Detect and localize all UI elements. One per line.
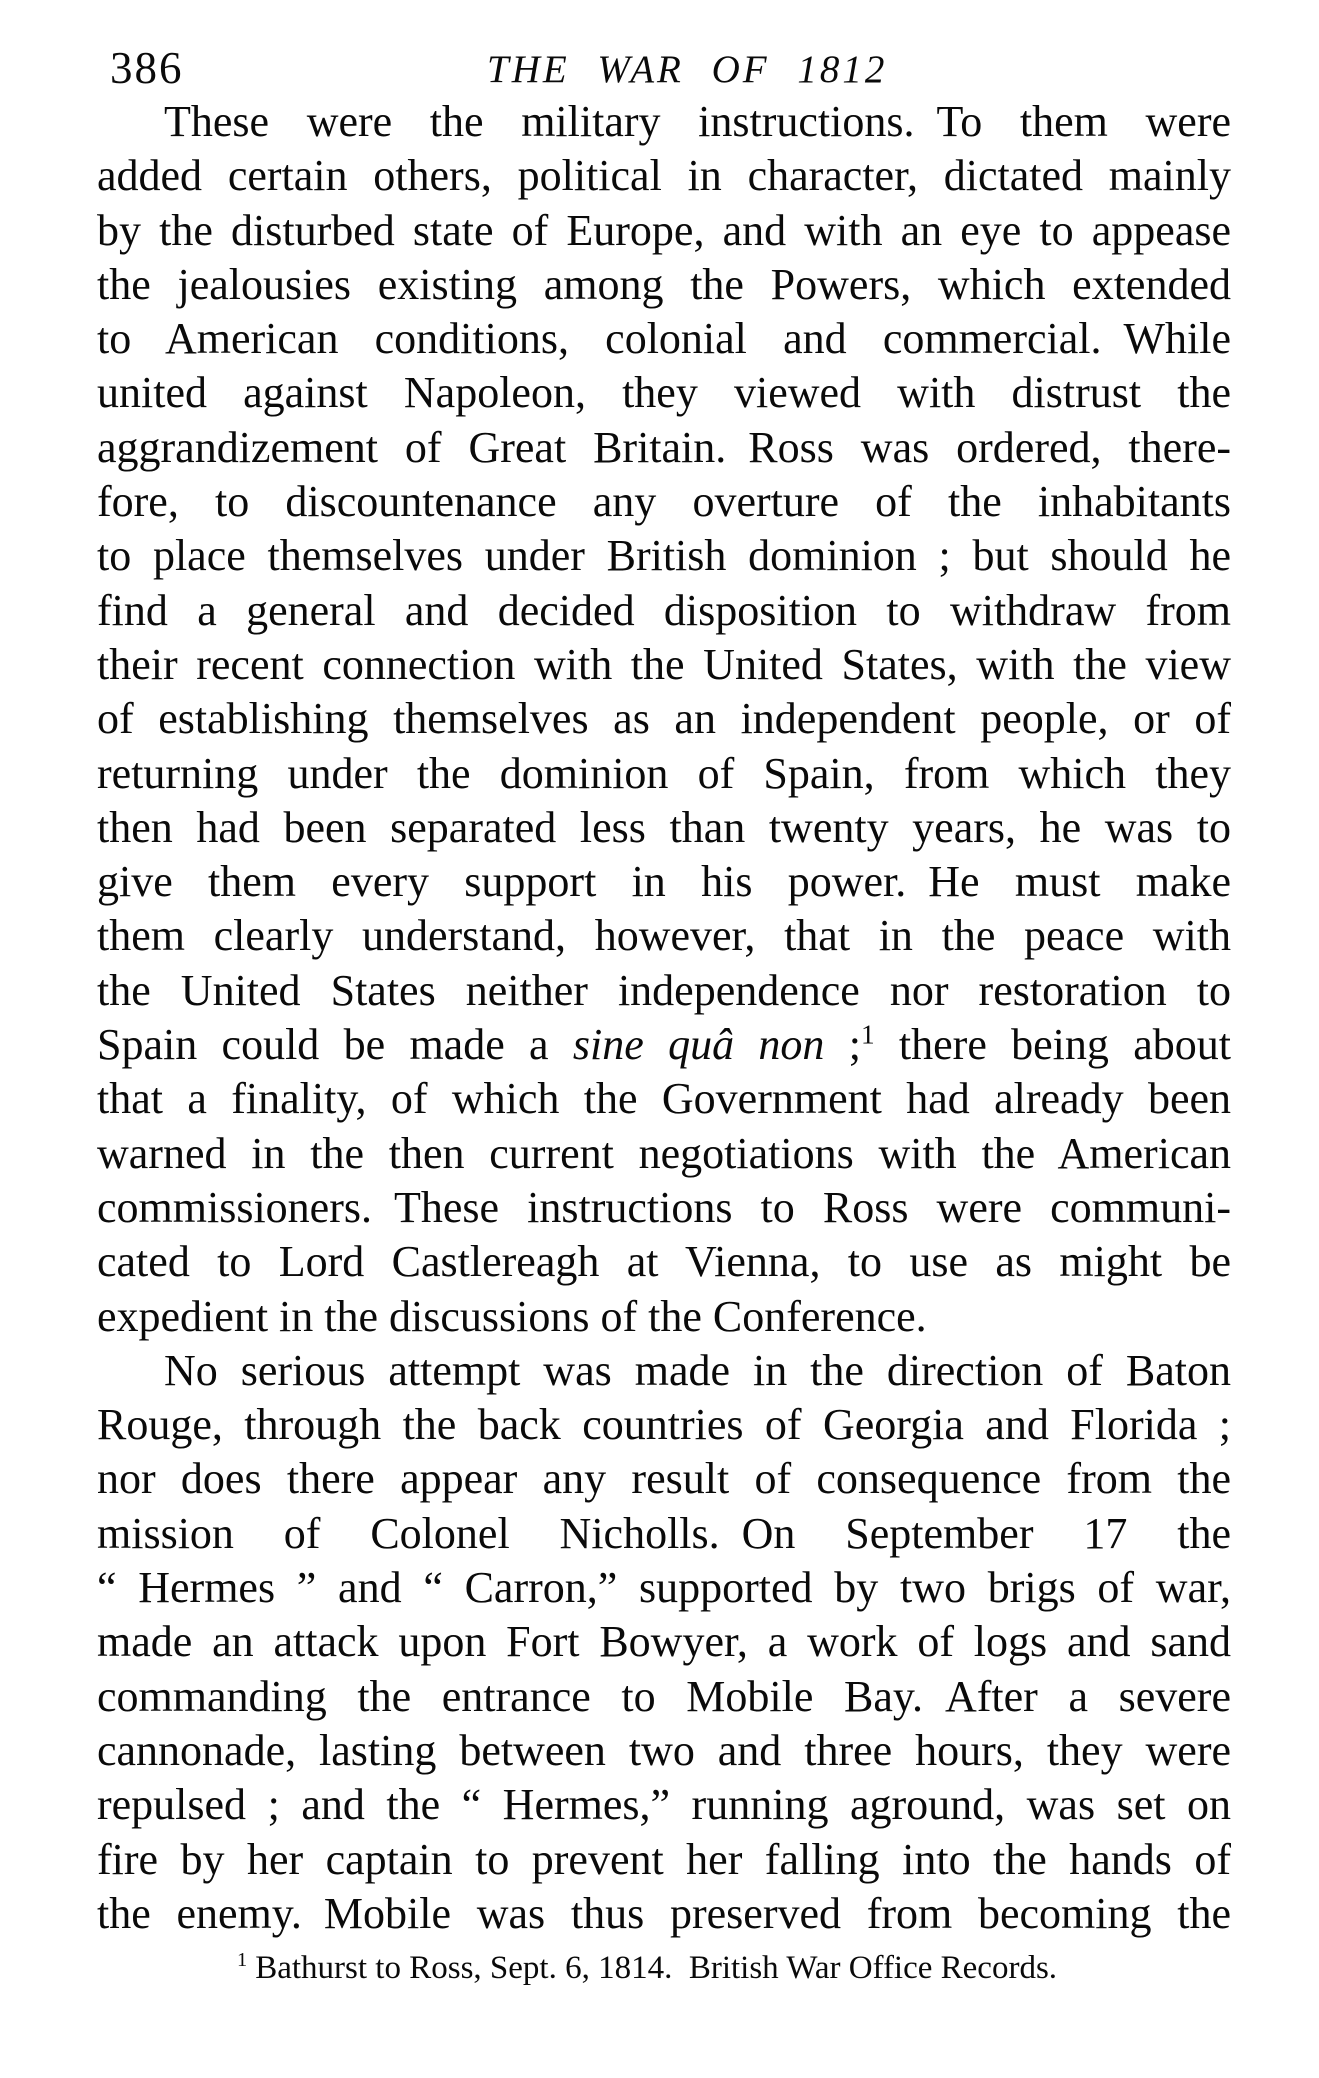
text-line: added certain others, political in character, dictated mainly	[97, 151, 1231, 201]
text-line: to place themselves under British dominion ; but should he	[97, 531, 1231, 581]
page-number: 386	[110, 43, 184, 93]
text-line: find a general and decided disposition to withdraw from	[97, 585, 1231, 635]
italic-phrase: sine quâ non	[572, 1020, 825, 1070]
text-line: the enemy. Mobile was thus preserved from becoming the	[97, 1888, 1231, 1938]
text-line: repulsed ; and the “ Hermes,” running aground, was set on	[97, 1780, 1231, 1830]
running-title: THE WAR OF 1812	[487, 48, 888, 91]
text-line: mission of Colonel Nicholls. On September 17 the	[97, 1508, 1231, 1558]
text-line: cannonade, lasting between two and three hours, they were	[97, 1725, 1231, 1775]
text-line: cated to Lord Castlereagh at Vienna, to use as might be	[97, 1237, 1231, 1287]
page-body	[97, 95, 1231, 1941]
text-line: commanding the entrance to Mobile Bay. After a severe	[97, 1671, 1231, 1721]
text-line: their recent connection with the United States, with the view	[97, 639, 1231, 689]
text-line: then had been separated less than twenty years, he was to	[97, 802, 1231, 852]
text-line: united against Napoleon, they viewed with distrust the	[97, 368, 1231, 418]
text-line: Spain could be made a sine quâ non ;$^1$ there being about	[97, 1019, 1231, 1070]
text-line: nor does there appear any result of consequence from the	[97, 1454, 1231, 1504]
footnote-marker: 1	[237, 1949, 248, 1971]
text-line: that a finality, of which the Government had already been	[97, 1074, 1231, 1124]
text-line: Rouge, through the back countries of Georgia and Florida ;	[97, 1400, 1231, 1450]
text-line: warned in the then current negotiations with the American	[97, 1128, 1231, 1178]
text-line: give them every support in his power. He must make	[97, 857, 1231, 907]
paragraph	[97, 95, 1231, 1344]
text-line: them clearly understand, however, that in the peace with	[97, 911, 1231, 961]
paragraph	[97, 1344, 1231, 1941]
text-line: the jealousies existing among the Powers, which extended	[97, 259, 1231, 309]
text-line: the United States neither independence nor restoration to	[97, 965, 1231, 1015]
text-line: fore, to discountenance any overture of the inhabitants	[97, 477, 1231, 527]
text-line: to American conditions, colonial and commercial. While	[97, 314, 1231, 364]
text-line: expedient in the discussions of the Conference.	[97, 1291, 927, 1341]
text-line: No serious attempt was made in the direction of Baton	[164, 1345, 1231, 1395]
text-line: made an attack upon Fort Bowyer, a work of logs and sand	[97, 1617, 1231, 1667]
text-line: by the disturbed state of Europe, and with an eye to appease	[97, 205, 1231, 255]
footnote-ref: 1	[860, 1019, 875, 1050]
text-line: fire by her captain to prevent her falling into the hands of	[97, 1834, 1231, 1884]
footnote	[237, 1950, 1057, 1987]
text-line: of establishing themselves as an independent people, or of	[97, 694, 1231, 744]
text-line: These were the military instructions. To them were	[164, 97, 1231, 146]
text-line: commissioners. These instructions to Ross were communi-	[97, 1182, 1231, 1232]
text-line: “ Hermes ” and “ Carron,” supported by two brigs of war,	[97, 1563, 1231, 1613]
text-line: returning under the dominion of Spain, from which they	[97, 748, 1231, 798]
text-line: aggrandizement of Great Britain. Ross was ordered, there-	[97, 422, 1231, 472]
footnote-text: Bathurst to Ross, Sept. 6, 1814. British War Office Records.	[255, 1950, 1058, 1986]
